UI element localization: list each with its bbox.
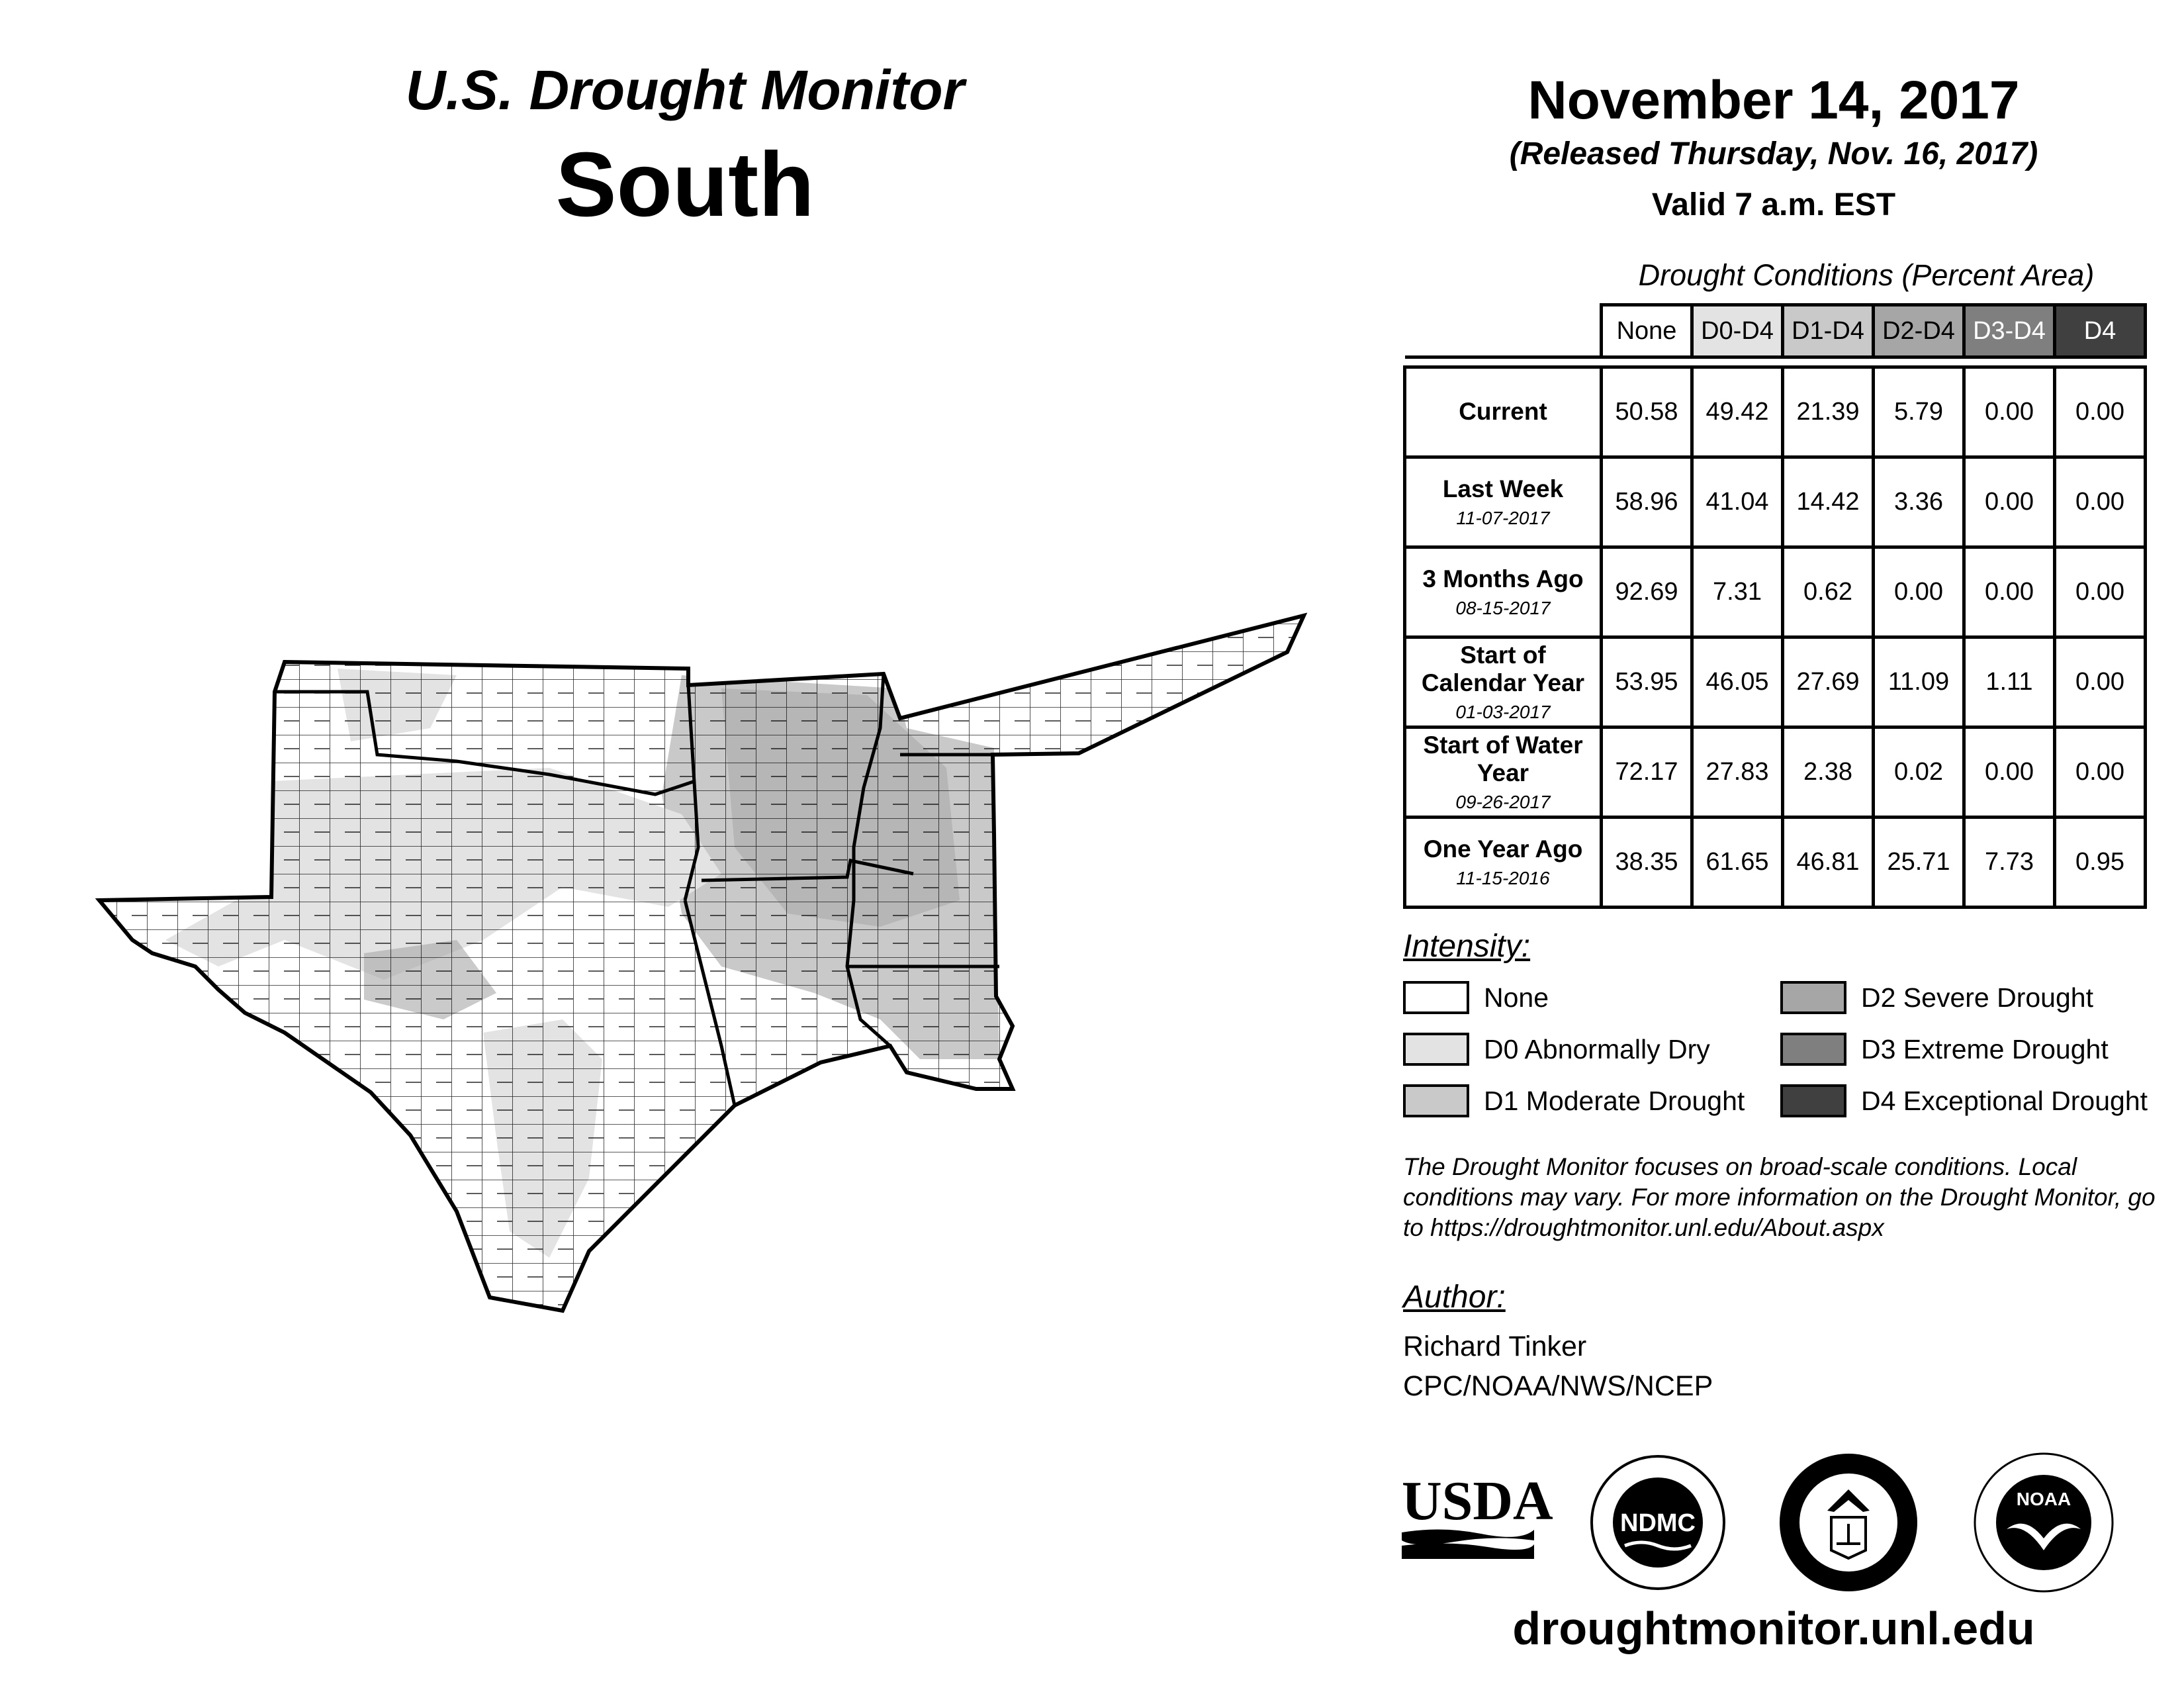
col-header-d4: D4 bbox=[2055, 305, 2146, 357]
legend-item-d1 bbox=[1403, 1082, 1745, 1120]
legend-item-none bbox=[1403, 978, 1549, 1017]
author-name: Richard Tinker bbox=[1403, 1331, 1587, 1362]
table-cell: 5.79 bbox=[1874, 367, 1964, 457]
ndmc-logo bbox=[1588, 1453, 1727, 1592]
disclaimer-note: The Drought Monitor focuses on broad-scale conditions. Local conditions may vary. For more information on the Drought Monitor, go to https://droughtmonitor.unl.edu/About.aspx bbox=[1403, 1153, 2156, 1241]
table-cell: 14.42 bbox=[1783, 457, 1874, 547]
col-header-none: None bbox=[1602, 305, 1692, 357]
row-date: 09-26-2017 bbox=[1455, 791, 1551, 812]
map-title: U.S. Drought Monitor bbox=[405, 59, 965, 121]
table-cell: 0.00 bbox=[2055, 727, 2146, 818]
south-region bbox=[86, 596, 1317, 1331]
table-cell: 25.71 bbox=[1874, 818, 1964, 908]
table-cell: 0.95 bbox=[2055, 818, 2146, 908]
table-cell: 11.09 bbox=[1874, 637, 1964, 727]
legend-swatch bbox=[1780, 981, 1846, 1014]
table-cell: 53.95 bbox=[1602, 637, 1692, 727]
legend-item-d3 bbox=[1780, 1030, 2109, 1068]
legend-label: D3 Extreme Drought bbox=[1861, 1033, 2109, 1064]
author-heading: Author: bbox=[1403, 1280, 1506, 1315]
table-row bbox=[1405, 547, 2146, 637]
legend-title: Intensity: bbox=[1403, 929, 1531, 964]
table-row bbox=[1405, 457, 2146, 547]
drought-map bbox=[86, 596, 1317, 1331]
legend-item-d2 bbox=[1780, 978, 2093, 1017]
row-date: 11-07-2017 bbox=[1456, 507, 1550, 528]
table-cell: 3.36 bbox=[1874, 457, 1964, 547]
legend-swatch bbox=[1780, 1084, 1846, 1117]
col-header-d3-d4: D3-D4 bbox=[1964, 305, 2055, 357]
table-cell: 2.38 bbox=[1783, 727, 1874, 818]
table-cell: 38.35 bbox=[1602, 818, 1692, 908]
table-header-row bbox=[1405, 305, 2146, 357]
table-cell: 0.00 bbox=[2055, 547, 2146, 637]
usda-logo bbox=[1402, 1466, 1553, 1566]
col-header-d0-d4: D0-D4 bbox=[1692, 305, 1783, 357]
table-cell: 27.69 bbox=[1783, 637, 1874, 727]
table-corner bbox=[1405, 305, 1602, 357]
noaa-logo bbox=[1972, 1451, 2115, 1594]
row-label: Start of Water Year 09-26-2017 bbox=[1405, 727, 1602, 818]
legend-swatch bbox=[1403, 1084, 1469, 1117]
table-cell: 0.00 bbox=[2055, 367, 2146, 457]
legend-label: None bbox=[1484, 982, 1549, 1013]
table-row bbox=[1405, 727, 2146, 818]
legend-item-d0 bbox=[1403, 1030, 1710, 1068]
table-cell: 46.05 bbox=[1692, 637, 1783, 727]
table-cell: 7.31 bbox=[1692, 547, 1783, 637]
department-of-commerce-seal bbox=[1777, 1451, 1920, 1594]
valid-time: Valid 7 a.m. EST bbox=[1651, 187, 1896, 222]
table-gap-row bbox=[1405, 357, 2146, 367]
table-cell: 50.58 bbox=[1602, 367, 1692, 457]
legend-label: D0 Abnormally Dry bbox=[1484, 1033, 1710, 1064]
table-cell: 0.00 bbox=[1964, 367, 2055, 457]
table-cell: 0.00 bbox=[2055, 457, 2146, 547]
table-cell: 0.00 bbox=[2055, 637, 2146, 727]
table-cell: 58.96 bbox=[1602, 457, 1692, 547]
table-cell: 41.04 bbox=[1692, 457, 1783, 547]
legend-swatch bbox=[1403, 1033, 1469, 1066]
legend-swatch bbox=[1780, 1033, 1846, 1066]
table-cell: 27.83 bbox=[1692, 727, 1783, 818]
row-label: 3 Months Ago 08-15-2017 bbox=[1405, 547, 1602, 637]
row-label: One Year Ago 11-15-2016 bbox=[1405, 818, 1602, 908]
noaa-logo-text: NOAA bbox=[2016, 1489, 2071, 1509]
legend-label: D1 Moderate Drought bbox=[1484, 1085, 1745, 1116]
valid-date: November 14, 2017 bbox=[1527, 70, 2020, 130]
row-label: Start of Calendar Year 01-03-2017 bbox=[1405, 637, 1602, 727]
table-cell: 7.73 bbox=[1964, 818, 2055, 908]
drought-conditions-table bbox=[1403, 303, 2147, 909]
row-date: 11-15-2016 bbox=[1456, 867, 1550, 888]
table-cell: 0.00 bbox=[1964, 727, 2055, 818]
row-label: Last Week 11-07-2017 bbox=[1405, 457, 1602, 547]
table-row bbox=[1405, 818, 2146, 908]
table-row bbox=[1405, 367, 2146, 457]
legend-label: D2 Severe Drought bbox=[1861, 982, 2093, 1013]
row-date: 01-03-2017 bbox=[1455, 701, 1551, 722]
release-date: (Released Thursday, Nov. 16, 2017) bbox=[1509, 136, 2038, 171]
col-header-d2-d4: D2-D4 bbox=[1874, 305, 1964, 357]
ndmc-logo-text: NDMC bbox=[1620, 1509, 1696, 1537]
table-caption: Drought Conditions (Percent Area) bbox=[1638, 258, 2095, 292]
table-cell: 0.00 bbox=[1964, 547, 2055, 637]
table-cell: 92.69 bbox=[1602, 547, 1692, 637]
table-cell: 0.02 bbox=[1874, 727, 1964, 818]
table-cell: 0.00 bbox=[1874, 547, 1964, 637]
table-cell: 61.65 bbox=[1692, 818, 1783, 908]
table-row bbox=[1405, 637, 2146, 727]
legend-item-d4 bbox=[1780, 1082, 2148, 1120]
col-header-d1-d4: D1-D4 bbox=[1783, 305, 1874, 357]
table-cell: 72.17 bbox=[1602, 727, 1692, 818]
website-url[interactable]: droughtmonitor.unl.edu bbox=[1512, 1603, 2035, 1654]
table-cell: 49.42 bbox=[1692, 367, 1783, 457]
map-region-title: South bbox=[555, 134, 815, 236]
legend-label: D4 Exceptional Drought bbox=[1861, 1085, 2148, 1116]
row-date: 08-15-2017 bbox=[1455, 597, 1551, 618]
table-cell: 21.39 bbox=[1783, 367, 1874, 457]
usda-logo-text: USDA bbox=[1402, 1470, 1553, 1532]
row-label: Current bbox=[1405, 367, 1602, 457]
table-cell: 46.81 bbox=[1783, 818, 1874, 908]
table-cell: 1.11 bbox=[1964, 637, 2055, 727]
legend-swatch bbox=[1403, 981, 1469, 1014]
table-cell: 0.62 bbox=[1783, 547, 1874, 637]
author-organization: CPC/NOAA/NWS/NCEP bbox=[1403, 1370, 1713, 1402]
table-cell: 0.00 bbox=[1964, 457, 2055, 547]
